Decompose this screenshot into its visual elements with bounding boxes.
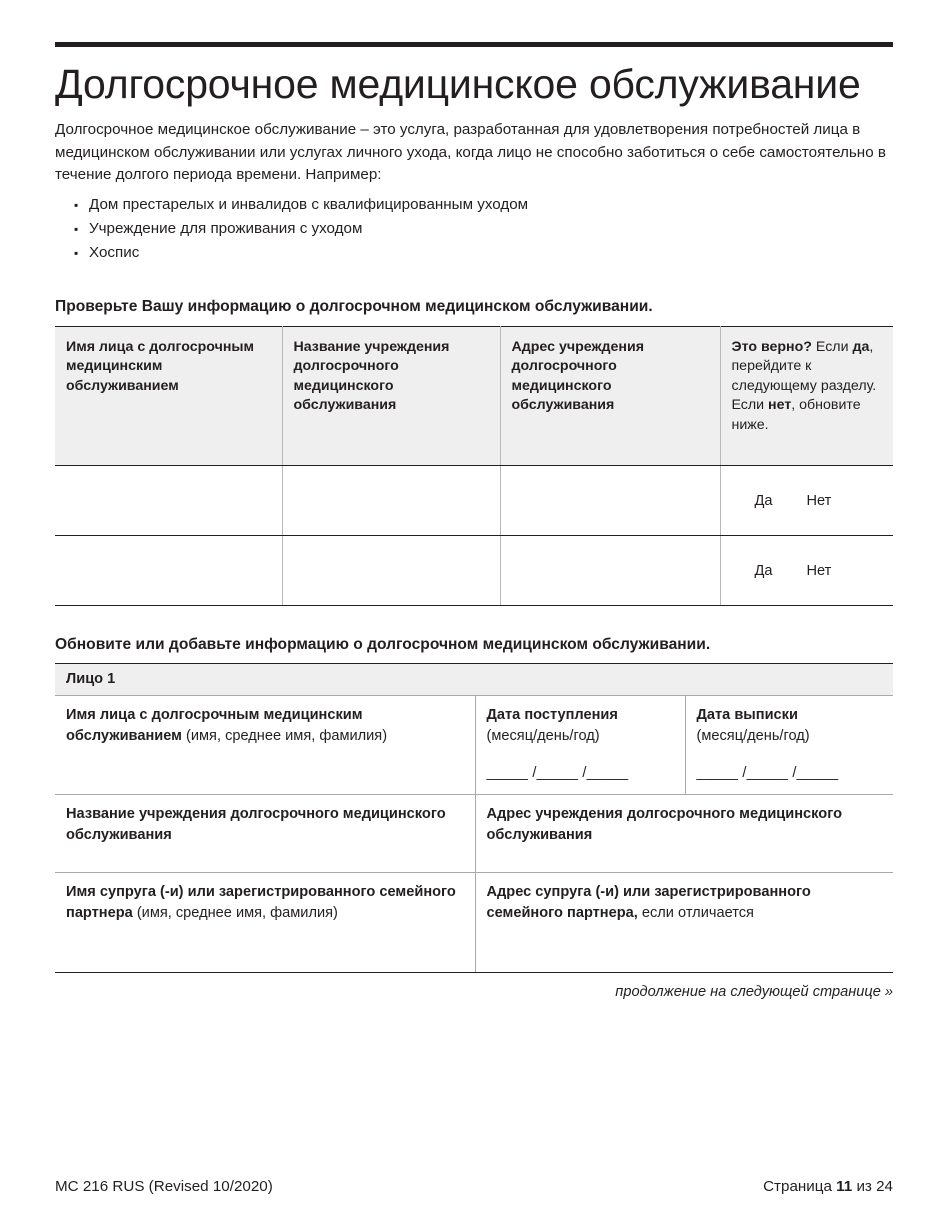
cell-person-name[interactable] [55,536,282,606]
field-person-name-hint: (имя, среднее имя, фамилия) [181,728,388,744]
list-item-label: Учреждение для проживания с уходом [89,219,363,237]
table-row [55,696,893,795]
column-header-facility-address: Адрес учреждения долгосрочного медицинского обслуживания [500,326,720,466]
square-bullet-icon: ▪ [74,245,79,260]
field-spouse-name-hint: (имя, среднее имя, фамилия) [132,905,338,921]
list-item [55,217,893,241]
field-spouse-address[interactable] [475,873,893,973]
list-item [55,193,893,217]
confirm-question: Это верно? [731,338,812,355]
field-discharge-date-label: Дата выписки [696,707,798,723]
examples-list [55,193,893,265]
person-header-row [55,664,893,696]
field-facility-address[interactable] [475,795,893,873]
update-table [55,663,893,973]
cell-facility-address[interactable] [500,536,720,606]
admit-date-input-blanks[interactable]: _____ /_____ /_____ [486,765,629,781]
field-person-name-label: Имя лица с долгосрочным медицинским обслуживанием [66,707,363,744]
field-person-name[interactable] [55,696,475,795]
yes-option[interactable]: Да [754,492,773,509]
square-bullet-icon: ▪ [74,197,79,212]
field-spouse-address-hint: если отличается [637,905,754,921]
form-id: MC 216 RUS (Revised 10/2020) [55,1178,273,1195]
page-title: Долгосрочное медицинское обслуживание [55,61,861,107]
cell-yes-no [720,536,893,606]
list-item-label: Хоспис [89,243,140,261]
list-item-label: Дом престарелых и инвалидов с квалифицированным уходом [89,195,529,213]
list-item [55,241,893,265]
column-header-person-name: Имя лица с долгосрочным медицинским обслуживанием [55,326,282,466]
field-spouse-name[interactable] [55,873,475,973]
field-discharge-date-hint: (месяц/день/год) [696,728,810,744]
table-row [55,466,893,536]
confirm-text-1: Если [811,338,853,355]
field-admit-date[interactable] [475,696,685,795]
confirm-text-2: , перейдите к следующему разделу. Если [731,338,877,413]
cell-yes-no [720,466,893,536]
discharge-date-input-blanks[interactable]: _____ /_____ /_____ [696,765,839,781]
confirm-text-3: , обновите ниже. [731,397,861,433]
confirm-yes-word: да [852,338,870,355]
verify-section-heading: Проверьте Вашу информацию о долгосрочном медицинском обслуживании. [55,297,653,315]
page-indicator [763,1178,893,1195]
field-facility-name-label: Название учреждения долгосрочного медицинского обслуживания [66,806,446,843]
page-suffix: из 24 [852,1178,893,1195]
yes-option[interactable]: Да [754,562,773,579]
person-label: Лицо 1 [55,664,893,696]
field-admit-date-label: Дата поступления [486,707,618,723]
cell-facility-name[interactable] [282,466,500,536]
field-spouse-address-label: Адрес супруга (-и) или зарегистрированного семейного партнера, [486,884,811,921]
verify-table [55,326,893,607]
continued-note: продолжение на следующей странице » [615,984,893,1000]
cell-facility-address[interactable] [500,466,720,536]
field-admit-date-hint: (месяц/день/год) [486,728,600,744]
confirm-no-word: нет [768,397,792,413]
header-rule [55,42,893,47]
cell-facility-name[interactable] [282,536,500,606]
field-spouse-name-label: Имя супруга (-и) или зарегистрированного семейного партнера [66,884,456,921]
no-option[interactable]: Нет [806,562,832,579]
field-discharge-date[interactable] [685,696,893,795]
page-prefix: Страница [763,1178,837,1195]
no-option[interactable]: Нет [806,492,832,509]
intro-paragraph: Долгосрочное медицинское обслуживание – это услуга, разработанная для удовлетворения потребностей лица в медицинском обслуживании или услугах личного ухода, когда лицо не способно заботиться о себе самостоятельно в течение долгого периода времени. Например: [55,121,886,183]
column-header-is-this-correct [720,326,893,466]
square-bullet-icon: ▪ [74,221,79,236]
page-number: 11 [836,1178,853,1195]
table-row [55,795,893,873]
column-header-facility-name: Название учреждения долгосрочного медицинского обслуживания [282,326,500,466]
field-facility-name[interactable] [55,795,475,873]
table-row [55,873,893,973]
field-facility-address-label: Адрес учреждения долгосрочного медицинского обслуживания [486,806,843,843]
update-section-heading: Обновите или добавьте информацию о долгосрочном медицинском обслуживании. [55,636,711,653]
verify-table-header-row [55,326,893,466]
page-content [55,42,893,1000]
page-footer [55,1178,893,1195]
table-row [55,536,893,606]
cell-person-name[interactable] [55,466,282,536]
